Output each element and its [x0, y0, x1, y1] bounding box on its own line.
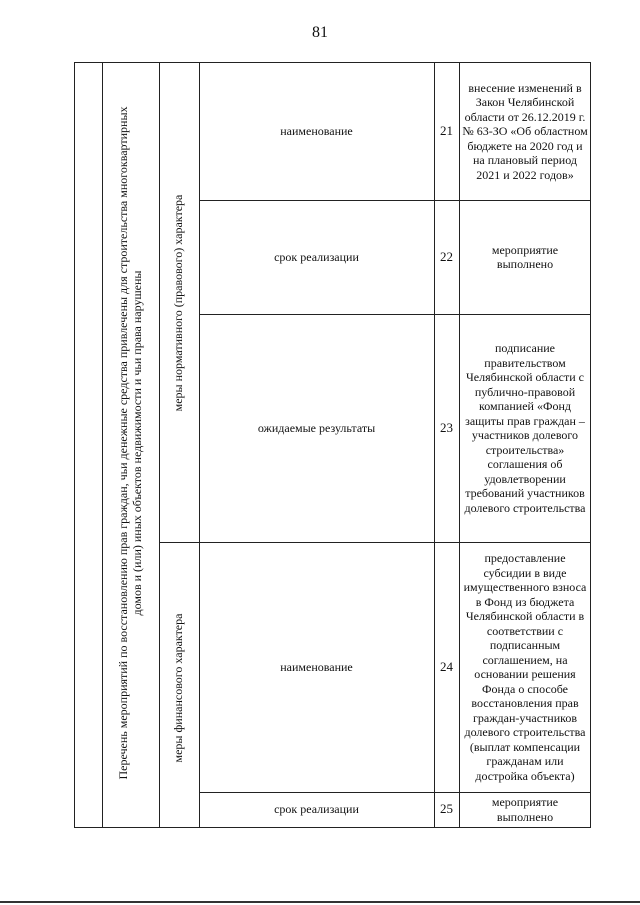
row-25-value: мероприятие выполнено [491, 795, 559, 824]
row-25-name: срок реализации [274, 802, 359, 817]
row-21-value: внесение изменений в Закон Челябинской области от 26.12.2019 г. № 63-ЗО «Об областном бюджете на 2020 год и на плановый период 2021 и 2022 годов» [462, 80, 588, 182]
row-22-value: мероприятие выполнено [491, 242, 559, 271]
column-divider-1 [102, 63, 103, 827]
row-22-number: 22 [440, 248, 453, 264]
row-23-name: ожидаемые результаты [257, 420, 376, 435]
column-divider-5 [459, 63, 460, 827]
bottom-rule [0, 901, 640, 903]
row-24-value: предоставление субсидии в виде имущественного взноса в Фонд из бюджета Челябинской области в соответствии с подписанным соглашением, на основании решения Фонда о способе восстановления прав граждан-участников долевого строительства (выплат компенсации гражданам или достройка объекта) [463, 551, 587, 783]
main-category-label: Перечень мероприятий по восстановлению прав граждан, чьи денежные средства привлечены для строительства многоквартирных домов и (или) иных объектов недвижимости и чьи права нарушены [115, 106, 144, 780]
measures-table [74, 62, 591, 828]
row-23-number: 23 [440, 419, 453, 435]
group-label-financial: меры финансового характера [171, 613, 185, 763]
row-23-value: подписание правительством Челябинской области с публично-правовой компанией «Фонд защиты прав граждан – участников долевого строительства» соглашения об удовлетворении требований участников долевого строительства [464, 341, 586, 515]
row-22-name: срок реализации [274, 249, 359, 264]
row-21-name: наименование [280, 124, 353, 139]
column-divider-2 [159, 63, 160, 827]
group-label-normative: меры нормативного (правового) характера [171, 194, 185, 412]
row-21-number: 21 [440, 123, 453, 139]
page-number: 81 [312, 24, 328, 41]
row-24-name: наименование [280, 659, 353, 674]
row-25-number: 25 [440, 801, 453, 817]
row-24-number: 24 [440, 658, 453, 674]
